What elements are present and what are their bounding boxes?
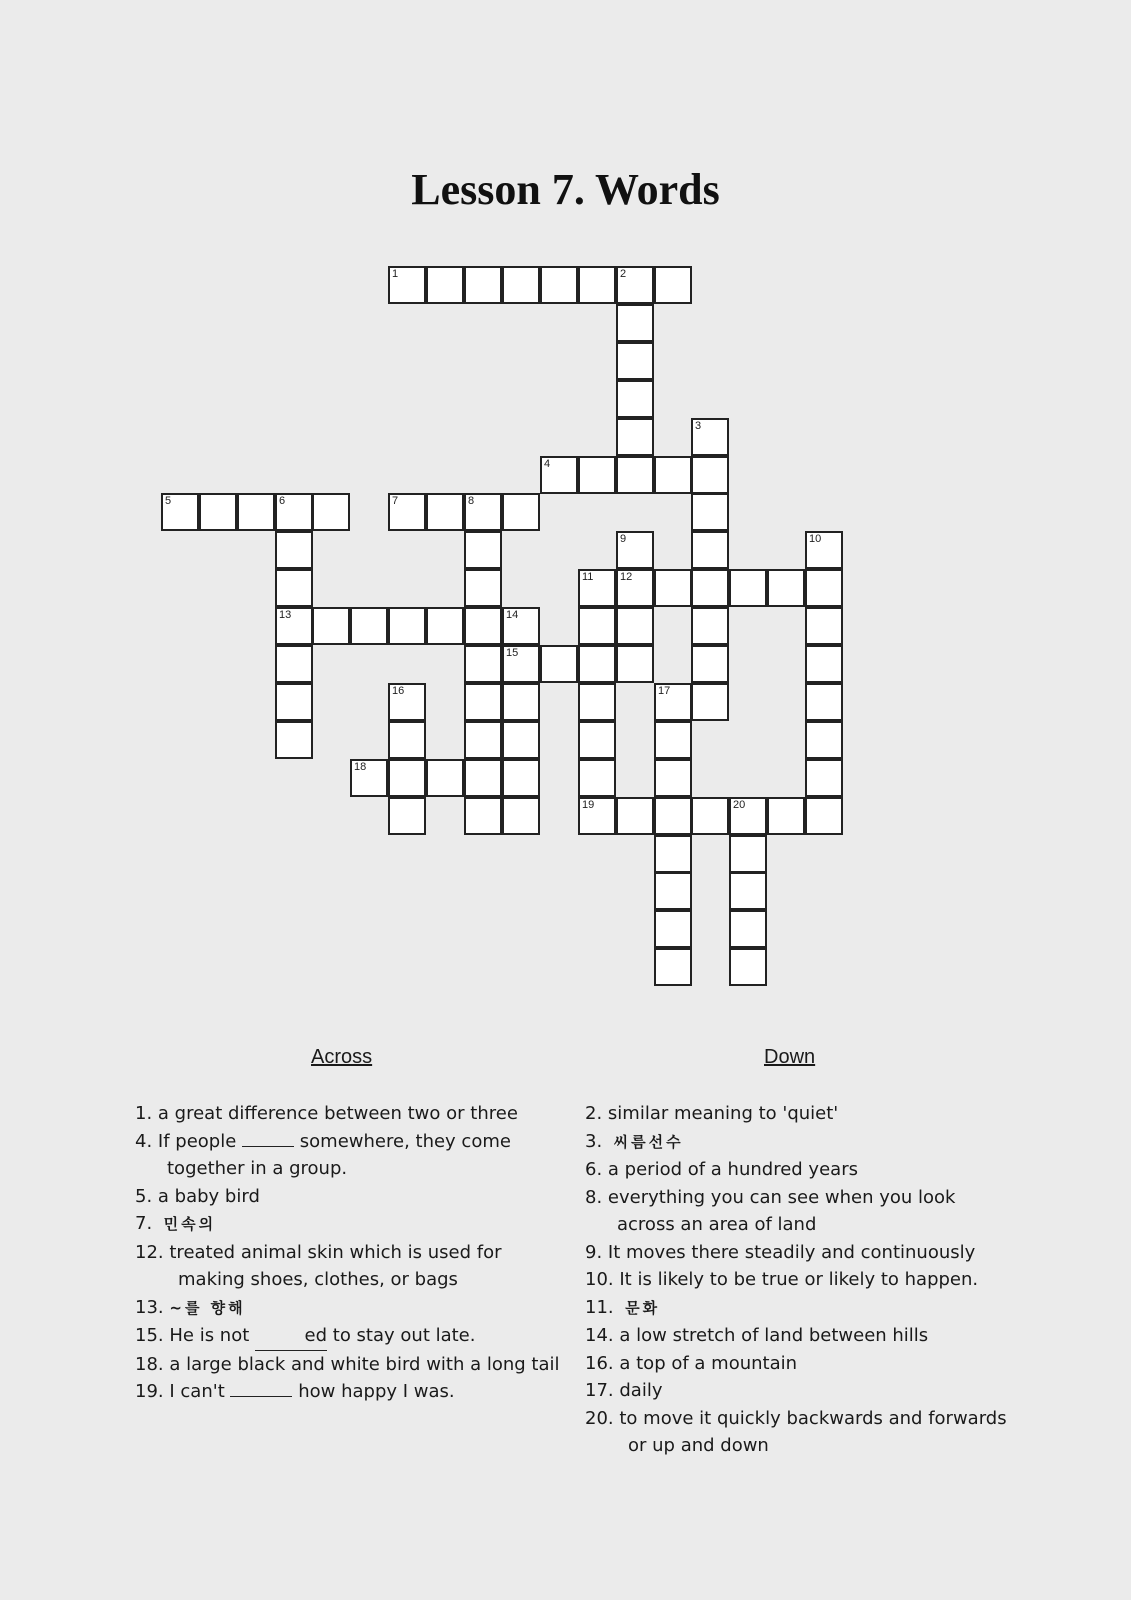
grid-cell[interactable] <box>616 645 654 683</box>
clue-across-1: 1. a great difference between two or three <box>135 1103 518 1124</box>
grid-cell[interactable] <box>654 759 692 797</box>
clue-down-14: 14. a low stretch of land between hills <box>585 1325 929 1346</box>
grid-cell[interactable] <box>729 872 767 910</box>
grid-cell[interactable] <box>312 607 350 645</box>
grid-cell[interactable] <box>691 569 729 607</box>
grid-cell[interactable] <box>616 797 654 835</box>
grid-cell-4[interactable] <box>540 456 578 494</box>
grid-cell-17[interactable] <box>654 683 692 721</box>
grid-cell[interactable] <box>464 645 502 683</box>
grid-cell[interactable] <box>691 645 729 683</box>
grid-cell[interactable] <box>729 910 767 948</box>
grid-cell[interactable] <box>350 607 388 645</box>
grid-cell[interactable] <box>464 569 502 607</box>
grid-cell[interactable] <box>691 531 729 569</box>
grid-cell-20[interactable] <box>729 797 767 835</box>
grid-cell-3[interactable] <box>691 418 729 456</box>
answer-blank: ed <box>255 1322 327 1351</box>
grid-cell[interactable] <box>464 266 502 304</box>
grid-cell[interactable] <box>540 645 578 683</box>
grid-cell[interactable] <box>464 607 502 645</box>
grid-cell-9[interactable] <box>616 531 654 569</box>
grid-cell[interactable] <box>502 493 540 531</box>
grid-cell[interactable] <box>502 797 540 835</box>
grid-cell[interactable] <box>502 683 540 721</box>
grid-cell[interactable] <box>464 531 502 569</box>
clue-across-7: 7. 민속의 <box>135 1213 217 1234</box>
grid-cell[interactable] <box>464 797 502 835</box>
clue-number: 5 <box>165 495 172 507</box>
grid-cell[interactable] <box>654 948 692 986</box>
grid-cell[interactable] <box>426 266 464 304</box>
grid-cell-15[interactable] <box>502 645 540 683</box>
grid-cell[interactable] <box>729 835 767 873</box>
page-title: Lesson 7. Words <box>411 165 720 214</box>
clue-down-2: 2. similar meaning to 'quiet' <box>585 1103 839 1124</box>
grid-cell[interactable] <box>616 456 654 494</box>
clue-down-11: 11. 문화 <box>585 1296 661 1318</box>
grid-cell[interactable] <box>654 721 692 759</box>
grid-cell[interactable] <box>275 569 313 607</box>
grid-cell[interactable] <box>616 304 654 342</box>
grid-cell-18[interactable] <box>350 759 388 797</box>
grid-cell[interactable] <box>578 607 616 645</box>
grid-cell[interactable] <box>312 493 350 531</box>
grid-cell[interactable] <box>502 721 540 759</box>
grid-cell[interactable] <box>616 342 654 380</box>
grid-cell[interactable] <box>464 759 502 797</box>
grid-cell-14[interactable] <box>502 607 540 645</box>
clue-number: 14 <box>506 609 519 621</box>
grid-cell-8[interactable] <box>464 493 502 531</box>
grid-cell[interactable] <box>275 531 313 569</box>
clue-number: 20 <box>733 799 746 811</box>
grid-cell[interactable] <box>388 607 426 645</box>
clue-number: 12 <box>620 571 633 583</box>
grid-cell[interactable] <box>237 493 275 531</box>
grid-cell[interactable] <box>691 683 729 721</box>
clue-down-16: 16. a top of a mountain <box>585 1352 798 1374</box>
clue-number: 17 <box>658 685 671 697</box>
grid-cell[interactable] <box>654 569 692 607</box>
clue-across-5: 5. a baby bird <box>135 1185 260 1207</box>
grid-cell[interactable] <box>578 759 616 797</box>
grid-cell[interactable] <box>805 721 843 759</box>
clue-down-10: 10. It is likely to be true or likely to happen. <box>585 1269 979 1290</box>
grid-cell[interactable] <box>654 910 692 948</box>
grid-cell[interactable] <box>616 607 654 645</box>
grid-cell-13[interactable] <box>275 607 313 645</box>
grid-cell[interactable] <box>654 797 692 835</box>
grid-cell[interactable] <box>616 418 654 456</box>
down-clues <box>585 1100 1007 1460</box>
clue-number: 18 <box>354 761 367 773</box>
grid-cell[interactable] <box>805 645 843 683</box>
across-heading: Across <box>311 1046 373 1068</box>
grid-cell[interactable] <box>805 569 843 607</box>
grid-cell[interactable] <box>388 721 426 759</box>
clue-number: 9 <box>620 533 627 545</box>
grid-cell[interactable] <box>275 721 313 759</box>
grid-cell[interactable] <box>464 721 502 759</box>
grid-cell-6[interactable] <box>275 493 313 531</box>
across-clues <box>135 1100 560 1406</box>
grid-cell[interactable] <box>275 683 313 721</box>
grid-cell-11[interactable] <box>578 569 616 607</box>
grid-cell[interactable] <box>388 759 426 797</box>
grid-cell[interactable] <box>578 683 616 721</box>
grid-cell-19[interactable] <box>578 797 616 835</box>
grid-cell[interactable] <box>616 380 654 418</box>
clue-number: 6 <box>279 495 286 507</box>
grid-cell[interactable] <box>805 607 843 645</box>
grid-cell[interactable] <box>388 797 426 835</box>
answer-blank <box>242 1146 294 1147</box>
grid-cell[interactable] <box>729 569 767 607</box>
clue-down-6: 6. a period of a hundred years <box>585 1159 858 1180</box>
grid-cell[interactable] <box>805 759 843 797</box>
clue-across-13: 13. ~를 향해 <box>135 1296 246 1318</box>
clue-across-18: 18. a large black and white bird with a long tail <box>135 1353 560 1375</box>
clue-number: 19 <box>582 799 595 811</box>
grid-cell-5[interactable] <box>161 493 199 531</box>
clue-number: 15 <box>506 647 519 659</box>
grid-cell[interactable] <box>691 493 729 531</box>
clue-across-19: 19. I can't how happy I was. <box>135 1381 455 1402</box>
grid-cell[interactable] <box>502 266 540 304</box>
answer-blank <box>230 1396 292 1397</box>
clue-across-12: 12. treated animal skin which is used for making shoes, clothes, or bags <box>135 1241 502 1290</box>
grid-cell[interactable] <box>691 797 729 835</box>
clue-down-9: 9. It moves there steadily and continuously <box>585 1241 976 1263</box>
clue-across-15: 15. He is not ed to stay out late. <box>135 1322 560 1351</box>
grid-cell[interactable] <box>805 797 843 835</box>
grid-cell[interactable] <box>578 456 616 494</box>
clue-down-17: 17. daily <box>585 1380 663 1401</box>
grid-cell[interactable] <box>767 797 805 835</box>
grid-cell[interactable] <box>578 266 616 304</box>
clue-number: 11 <box>582 571 594 583</box>
grid-cell-12[interactable] <box>616 569 654 607</box>
clue-number: 2 <box>620 268 627 280</box>
grid-cell-1[interactable] <box>388 266 426 304</box>
clue-number: 8 <box>468 495 475 507</box>
grid-cell[interactable] <box>691 456 729 494</box>
grid-cell[interactable] <box>426 607 464 645</box>
clue-number: 1 <box>392 268 399 280</box>
clue-number: 10 <box>809 533 822 545</box>
clue-number: 3 <box>695 420 702 432</box>
grid-cell[interactable] <box>654 835 692 873</box>
grid-cell[interactable] <box>502 759 540 797</box>
grid-cell[interactable] <box>654 456 692 494</box>
grid-cell-16[interactable] <box>388 683 426 721</box>
grid-cell[interactable] <box>767 569 805 607</box>
clue-number: 7 <box>392 495 399 507</box>
grid-cell[interactable] <box>540 266 578 304</box>
clue-number: 4 <box>544 458 551 470</box>
grid-cell[interactable] <box>426 759 464 797</box>
clue-number: 16 <box>392 685 405 697</box>
grid-cell-10[interactable] <box>805 531 843 569</box>
clue-down-8: 8. everything you can see when you look across an area of land <box>585 1186 956 1235</box>
grid-cell-2[interactable] <box>616 266 654 304</box>
grid-cell[interactable] <box>729 948 767 986</box>
grid-cell[interactable] <box>464 683 502 721</box>
grid-cell[interactable] <box>691 607 729 645</box>
grid-cell[interactable] <box>275 645 313 683</box>
grid-cell[interactable] <box>805 683 843 721</box>
down-heading: Down <box>764 1046 816 1068</box>
grid-cell[interactable] <box>199 493 237 531</box>
clue-down-20: 20. to move it quickly backwards and forwards or up and down <box>585 1407 1007 1456</box>
grid-cell[interactable] <box>578 721 616 759</box>
grid-cell[interactable] <box>654 266 692 304</box>
clue-down-3: 3. 씨름선수 <box>585 1130 684 1152</box>
grid-cell[interactable] <box>654 872 692 910</box>
grid-cell[interactable] <box>426 493 464 531</box>
clue-across-4: 4. If people somewhere, they come together in a group. <box>135 1130 511 1179</box>
grid-cell[interactable] <box>578 645 616 683</box>
grid-cell-7[interactable] <box>388 493 426 531</box>
clue-number: 13 <box>279 609 292 621</box>
